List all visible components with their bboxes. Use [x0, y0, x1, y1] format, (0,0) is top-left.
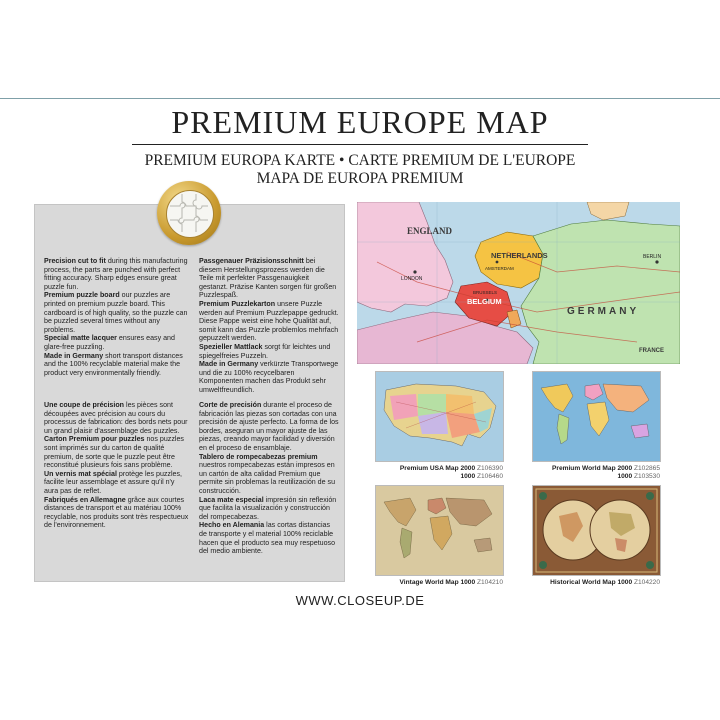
subtitle-line-1: PREMIUM EUROPA KARTE • CARTE PREMIUM DE L'EUROPE	[144, 152, 576, 169]
page-title: PREMIUM EUROPE MAP	[171, 104, 549, 140]
product-thumbnail-usa[interactable]	[376, 372, 503, 461]
product-caption-historical	[533, 579, 660, 587]
product-thumbnail-historical[interactable]	[533, 486, 660, 575]
feature-title: Passgenauer Präzisionsschnitt	[199, 257, 304, 265]
feature-text: ensures easy and glare-free puzzling.	[44, 334, 175, 351]
product-name: Vintage World Map 1000	[399, 579, 476, 586]
map-label-belgium: BELGIUM	[467, 297, 502, 306]
features-german	[199, 257, 339, 395]
feature-text: bei diesem Herstellungsprozess werden die Teile mit perfekter Passgenauigkeit gestanzt. Präzise Kanten sorgen für großen Puzzlespaß.	[199, 257, 337, 300]
features-french	[44, 401, 190, 530]
product-code: Z103530	[633, 473, 660, 480]
feature-text: short transport distances and the 100% recyclable material make the product very environmentally friendly.	[44, 351, 183, 377]
feature-text: las cortas distancias de transporte y el material 100% reciclable hacen que el producto sea muy respetuoso del medio ambiente.	[199, 521, 336, 556]
map-city-berlin: BERLIN	[643, 254, 662, 260]
subtitle-line-2: MAPA DE EUROPA PREMIUM	[256, 170, 464, 187]
feature-title: Une coupe de précision	[44, 401, 125, 409]
product-code: Z106390	[476, 465, 503, 472]
map-label-netherlands: NETHERLANDS	[491, 251, 548, 260]
feature-title: Corte de precisión	[199, 401, 262, 409]
product-caption-vintage	[376, 579, 503, 587]
feature-title: Precision cut to fit	[44, 257, 106, 265]
feature-text: sorgt für leichtes und spiegelfreies Puzzeln.	[199, 342, 331, 360]
product-code: Z104210	[476, 579, 503, 586]
features-english	[44, 257, 190, 377]
feature-title: Spezieller Mattlack	[199, 342, 263, 351]
feature-title: Fabriqués en Allemagne	[44, 495, 126, 504]
feature-title: Premium puzzle board	[44, 291, 120, 300]
feature-text: our puzzles are printed on premium puzzle board. This cardboard is of high quality, so the puzzle can be puzzled several times without any problems.	[44, 291, 188, 334]
feature-text: grâce aux courtes distances de transport et au matériau 100% recyclable, nos produits sont très respectueux de l'environnement.	[44, 495, 189, 530]
map-city-amsterdam: AMSTERDAM	[485, 266, 514, 271]
feature-text: verkürzte Transportwege und die zu 100% recycelbaren Komponenten machen das Produkt sehr umweltfreundlich.	[199, 360, 339, 394]
product-code: Z102865	[633, 465, 660, 472]
feature-title: Hecho en Alemania	[199, 521, 265, 530]
feature-title: Made in Germany	[44, 351, 104, 360]
feature-text: nuestros rompecabezas están impresos en un cartón de alta calidad Premium que permite sin problemas la reutilización de su construcción.	[199, 461, 336, 495]
feature-text: impresión sin reflexión que facilita la visualización y construcción del rompecabezas.	[199, 495, 337, 521]
map-label-england: ENGLAND	[407, 226, 453, 236]
feature-text: nos puzzles sont imprimés sur du carton de qualité premium, de sorte que le puzzle peut être reconstitué plusieurs fois sans problème.	[44, 435, 184, 470]
product-name: Premium USA Map 2000	[399, 465, 476, 472]
product-thumbnail-world[interactable]	[533, 372, 660, 461]
top-divider	[0, 98, 720, 99]
feature-title: Made in Germany	[199, 360, 259, 369]
feature-title: Premium Puzzlekarton	[199, 299, 276, 308]
map-city-brussels: BRUSSELS	[473, 290, 498, 295]
product-caption-world	[533, 465, 660, 481]
feature-text: les pièces sont découpées avec précision au cours du processus de fabrication: des bords nets pour un grand plaisir d'assemblage des puzzles.	[44, 401, 188, 435]
website-link[interactable]: WWW.CLOSEUP.DE	[295, 593, 425, 608]
feature-text: unsere Puzzle werden auf Premium Puzzlepappe gedruckt. Diese Pappe weist eine hohe Qualität auf, somit kann das Puzzle problemlos mehrfach gepuzzelt werden.	[199, 299, 339, 343]
feature-title: Laca mate especial	[199, 495, 264, 504]
product-name: Historical World Map 1000	[550, 579, 633, 586]
map-label-germany: GERMANY	[567, 306, 640, 317]
product-thumbnail-vintage[interactable]	[376, 486, 503, 575]
product-code: Z104220	[633, 579, 660, 586]
feature-title: Tablero de rompecabezas premium	[199, 452, 318, 461]
feature-text: durante el proceso de fabricación las piezas son cortadas con una precisión de ajuste perfecto. La forma de los bordes, aseguran un mayor ajuste de las piezas, creando mayor facilidad y diversión en el proceso de ensamblaje.	[199, 401, 339, 452]
product-name: Premium World Map 2000	[551, 465, 633, 472]
product-code: Z106460	[476, 473, 503, 480]
title-underline	[132, 144, 588, 145]
map-label-france: FRANCE	[639, 348, 664, 354]
feature-title: Carton Premium pour puzzles	[44, 435, 145, 444]
feature-title: Un vernis mat spécial	[44, 469, 117, 478]
feature-text: during this manufacturing process, the parts are punched with perfect fitting accuracy. Sharp edges ensure great puzzle fun.	[44, 257, 188, 291]
product-size: 1000	[460, 473, 476, 480]
europe-map-detail	[357, 202, 680, 364]
product-caption-usa	[376, 465, 503, 481]
features-spanish	[199, 401, 339, 556]
feature-title: Special matte lacquer	[44, 334, 117, 343]
map-city-london: LONDON	[401, 276, 423, 282]
puzzle-seal-icon	[157, 181, 221, 245]
feature-text: protège les puzzles, facilite leur assemblage et assure qu'il n'y aura pas de reflet.	[44, 469, 183, 495]
product-size: 1000	[617, 473, 633, 480]
